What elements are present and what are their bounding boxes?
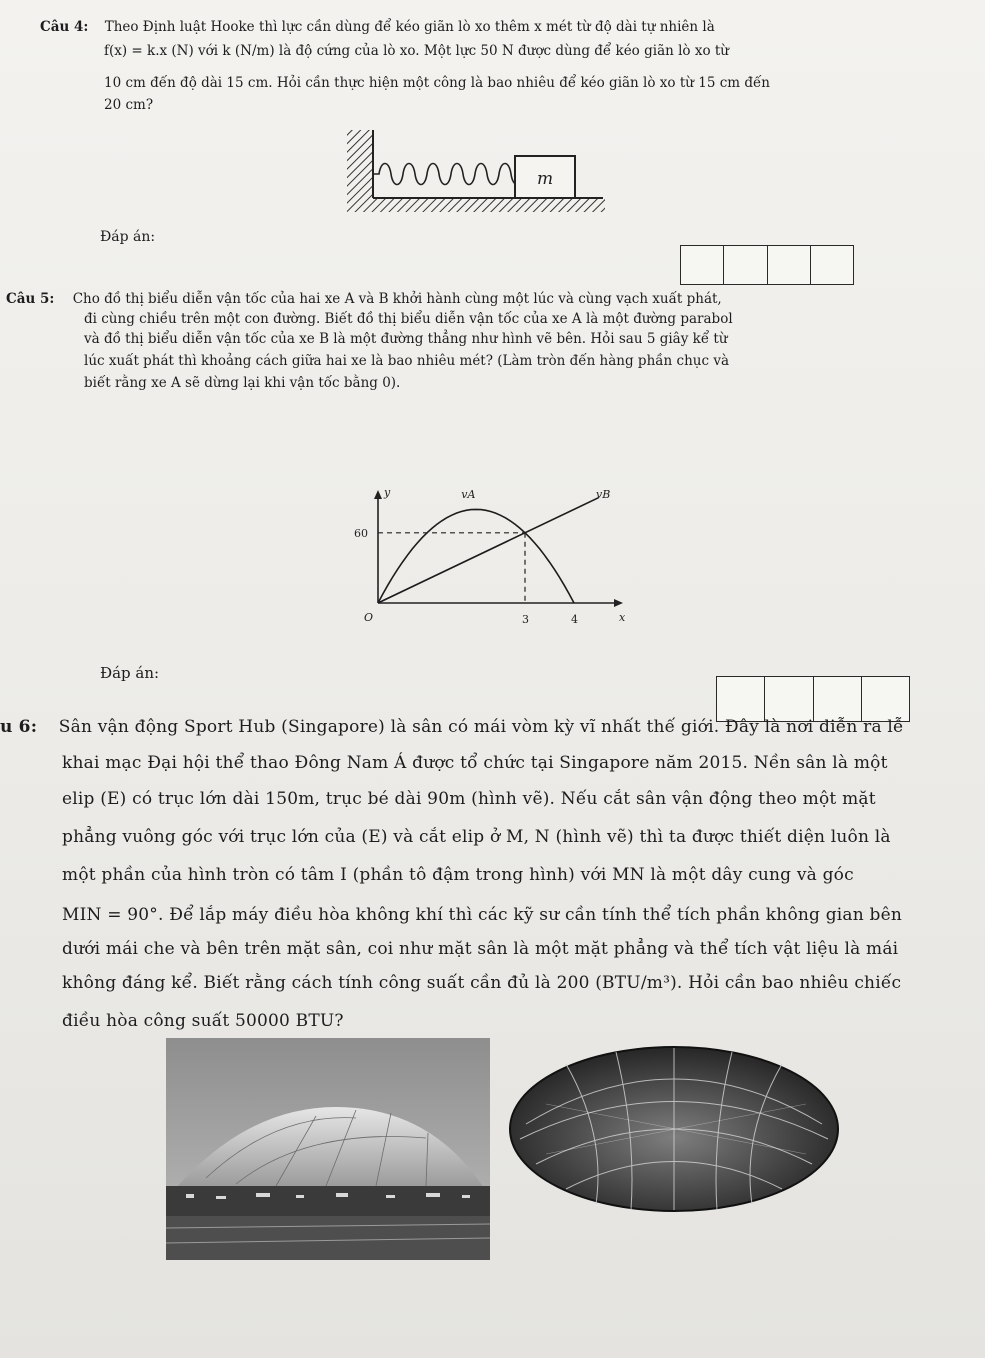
q5-text-line-1 [6, 290, 722, 308]
wall-hatch [347, 130, 373, 212]
q5-answer-cell[interactable] [814, 677, 862, 721]
y-axis-arrow [374, 490, 382, 499]
x-tick-label: 4 [571, 613, 578, 626]
spring-coil [373, 164, 529, 185]
q4-answer-label: Đáp án: [100, 229, 156, 245]
q4-line2: f(x) = k.x (N) với k (N/m) là độ cứng của lò xo. Một lực 50 N được dùng để kéo giãn lò xo từ [104, 43, 729, 59]
stadium-exterior-photo [166, 1038, 490, 1260]
chart-axes [374, 490, 623, 607]
y-axis-label: y [384, 486, 391, 499]
q4-line3: 10 cm đến độ dài 15 cm. Hỏi cần thực hiện một công là bao nhiêu để kéo giãn lò xo từ 15 cm đến [104, 75, 770, 91]
q4-answer-box[interactable] [680, 245, 854, 285]
q5-line2: đi cùng chiều trên một con đường. Biết đồ thị biểu diễn vận tốc của xe A là một đường parabol [84, 311, 733, 327]
q4-line1: Theo Định luật Hooke thì lực cần dùng để kéo giãn lò xo thêm x mét từ độ dài tự nhiên là [104, 19, 715, 35]
spring-figure [345, 128, 607, 218]
q4-answer-cell[interactable] [768, 246, 811, 284]
q4-label: Câu 4: [40, 19, 89, 35]
q4-answer-cell[interactable] [811, 246, 853, 284]
q5-answer-cell[interactable] [717, 677, 765, 721]
q6-line1: Sân vận động Sport Hub (Singapore) là sân có mái vòm kỳ vĩ nhất thế giới. Đây là nơi diễn ra lễ [58, 717, 904, 737]
q6-line6: MIN = 90°. Để lắp máy điều hòa không khí thì các kỹ sư cần tính thể tích phần không gian bên [62, 905, 903, 925]
q6-line8: không đáng kể. Biết rằng cách tính công suất cần đủ là 200 (BTU/m³). Hỏi cần bao nhiêu chiếc [62, 973, 902, 993]
q5-line4: lúc xuất phát thì khoảng cách giữa hai xe là bao nhiêu mét? (Làm tròn đến hàng phần chục và [84, 353, 730, 369]
q6-line9: điều hòa công suất 50000 BTU? [62, 1011, 344, 1031]
q4-line4: 20 cm? [104, 97, 154, 113]
x-tick-label: 3 [522, 613, 529, 626]
q4-text-line-1 [40, 18, 715, 36]
q5-line3: và đồ thị biểu diễn vận tốc của xe B là một đường thẳng như hình vẽ bên. Hỏi sau 5 giây kể từ [84, 331, 728, 347]
chart-series [378, 498, 599, 603]
q5-answer-label: Đáp án: [100, 664, 160, 682]
q6-label: u 6: [0, 717, 38, 737]
origin-label: O [364, 611, 374, 624]
q5-label: Câu 5: [6, 291, 55, 307]
series-vB-label: vB [596, 488, 611, 501]
velocity-chart [345, 410, 645, 635]
q5-line1: Cho đồ thị biểu diễn vận tốc của hai xe A và B khởi hành cùng một lúc và cùng vạch xuất phát, [72, 291, 722, 307]
y-tick-label: 60 [354, 526, 368, 540]
q6-text-line-1 [0, 716, 904, 738]
q6-line4: phẳng vuông góc với trục lớn của (E) và cắt elip ở M, N (hình vẽ) thì ta được thiết diện luôn là [62, 827, 891, 847]
q6-line7: dưới mái che và bên trên mặt sân, coi như mặt sân là một mặt phẳng và thể tích vật liệu là mái [62, 939, 899, 959]
q6-line2: khai mạc Đại hội thể thao Đông Nam Á được tổ chức tại Singapore năm 2015. Nền sân là một [62, 753, 888, 773]
mass-label: m [536, 169, 554, 189]
series-vA-label: vA [461, 488, 476, 501]
q5-answer-cell[interactable] [862, 677, 909, 721]
x-axis-arrow [614, 599, 623, 607]
x-axis-label: x [619, 611, 626, 624]
q4-answer-cell[interactable] [724, 246, 767, 284]
q5-answer-cell[interactable] [765, 677, 813, 721]
q4-answer-cell[interactable] [681, 246, 724, 284]
dome-roof-image [506, 1044, 842, 1214]
floor-hatch [373, 198, 605, 212]
q6-line3: elip (E) có trục lớn dài 150m, trục bé dài 90m (hình vẽ). Nếu cắt sân vận động theo một mặt [62, 789, 876, 809]
q5-line5: biết rằng xe A sẽ dừng lại khi vận tốc bằng 0). [84, 375, 401, 391]
chart-labels [354, 486, 626, 626]
q6-line5: một phần của hình tròn có tâm I (phần tô đậm trong hình) với MN là một dây cung và góc [62, 865, 854, 885]
